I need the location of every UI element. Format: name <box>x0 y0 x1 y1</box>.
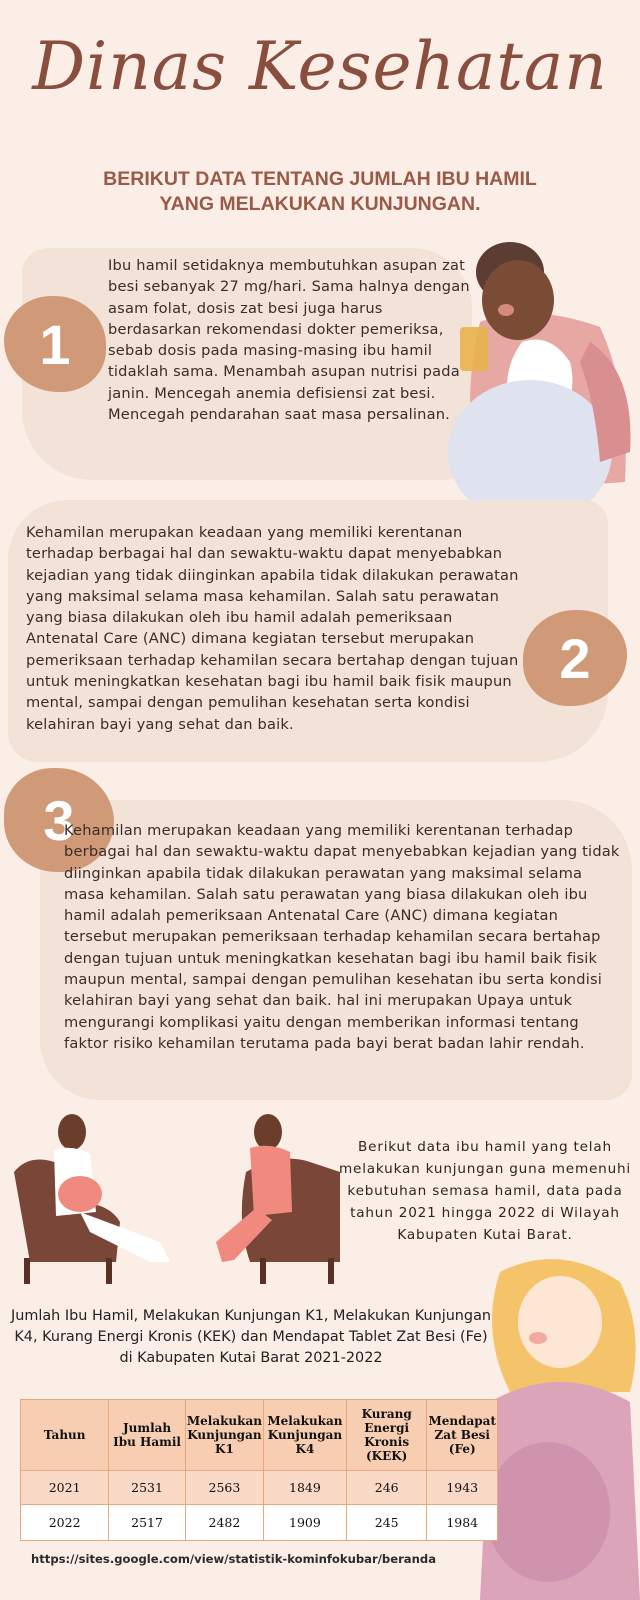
section-1-number: 1 <box>4 296 106 392</box>
table-cell: 245 <box>346 1505 427 1541</box>
table-cell: 1849 <box>263 1471 346 1505</box>
col-header-kek: Kurang Energi Kronis (KEK) <box>346 1400 427 1471</box>
table-cell: 2531 <box>109 1471 186 1505</box>
table-cell: 1943 <box>427 1471 498 1505</box>
consultation-illustration <box>10 1112 350 1292</box>
col-header-jumlah-ibu-hamil: Jumlah Ibu Hamil <box>109 1400 186 1471</box>
table-title: Jumlah Ibu Hamil, Melakukan Kunjungan K1, Melakukan Kunjungan K4, Kurang Energi Kronis (KEK) dan Mendapat Tablet Zat Besi (Fe) di Kabupaten Kutai Barat 2021-2022 <box>10 1308 492 1366</box>
table-cell: 2563 <box>185 1471 263 1505</box>
table-cell: 246 <box>346 1471 427 1505</box>
table-cell: 1984 <box>427 1505 498 1541</box>
table-cell: 1909 <box>263 1505 346 1541</box>
table-header-row <box>21 1400 498 1471</box>
table-row <box>21 1505 498 1541</box>
table-cell: 2022 <box>21 1505 109 1541</box>
data-table <box>20 1399 498 1541</box>
pregnant-woman-illustration <box>430 232 640 537</box>
section-2-text: Kehamilan merupakan keadaan yang memiliki kerentanan terhadap berbagai hal dan sewaktu-waktu dapat menyebabkan kejadian yang tidak diinginkan apabila tidak dilakukan perawatan yang maksimal selama masa kehamilan. Salah satu perawatan yang biasa dilakukan oleh ibu hamil adalah pemeriksaan Antenatal Care (ANC) dimana kegiatan tersebut merupakan pemeriksaan terhadap kehamilan secara bertahap dengan tujuan untuk meningkatkan kesehatan bagi ibu hamil baik fisik maupun mental, sampai dengan pemulihan kesehatan serta kondisi kelahiran bayi yang sehat dan baik. <box>26 524 519 733</box>
col-header-kunjungan-k4: Melakukan Kunjungan K4 <box>263 1400 346 1471</box>
section-2-number: 2 <box>523 610 627 706</box>
section-3-text: Kehamilan merupakan keadaan yang memiliki kerentanan terhadap berbagai hal dan sewaktu-waktu dapat menyebabkan kejadian yang tidak diinginkan apabila tidak dilakukan perawatan yang maksimal selama masa kehamilan. Salah satu perawatan yang biasa dilakukan oleh ibu hamil adalah pemeriksaan Antenatal Care (ANC) dimana kegiatan tersebut merupakan pemeriksaan terhadap kehamilan secara bertahap dengan tujuan untuk meningkatkan kesehatan bagi ibu hamil baik fisik maupun mental, sampai dengan pemulihan kesehatan ibu serta kondisi kelahiran bayi yang sehat dan baik. hal ini merupakan Upaya untuk mengurangi komplikasi yaitu dengan memberikan informasi tentang faktor risiko kehamilan terutama pada bayi berat badan lahir rendah. <box>64 822 620 1052</box>
side-note: Berikut data ibu hamil yang telah melakukan kunjungan guna memenuhi kebutuhan semasa hamil, data pada tahun 2021 hingga 2022 di Wilayah Kabupaten Kutai Barat. <box>338 1139 631 1243</box>
table-row <box>21 1471 498 1505</box>
section-1-text: Ibu hamil setidaknya membutuhkan asupan zat besi sebanyak 27 mg/hari. Sama halnya dengan asam folat, dosis zat besi juga harus berdasarkan rekomendasi dokter pemeriksa, sebab dosis pada masing-masing ibu hamil tidaklah sama. Menambah asupan nutrisi pada janin. Mencegah anemia defisiensi zat besi. Mencegah pendarahan saat masa persalinan. <box>108 257 470 424</box>
subtitle-line-2: YANG MELAKUKAN KUNJUNGAN. <box>159 193 481 215</box>
source-url: https://sites.google.com/view/statistik-kominfokubar/beranda <box>31 1552 437 1566</box>
section-3-number: 3 <box>4 768 114 872</box>
col-header-tahun: Tahun <box>21 1400 109 1471</box>
page-title: Dinas Kesehatan <box>32 28 608 105</box>
table-cell: 2517 <box>109 1505 186 1541</box>
subtitle-line-1: BERIKUT DATA TENTANG JUMLAH IBU HAMIL <box>103 168 537 190</box>
page-subtitle <box>40 167 600 217</box>
table-cell: 2482 <box>185 1505 263 1541</box>
col-header-zat-besi: Mendapat Zat Besi (Fe) <box>427 1400 498 1471</box>
table-cell: 2021 <box>21 1471 109 1505</box>
col-header-kunjungan-k1: Melakukan Kunjungan K1 <box>185 1400 263 1471</box>
